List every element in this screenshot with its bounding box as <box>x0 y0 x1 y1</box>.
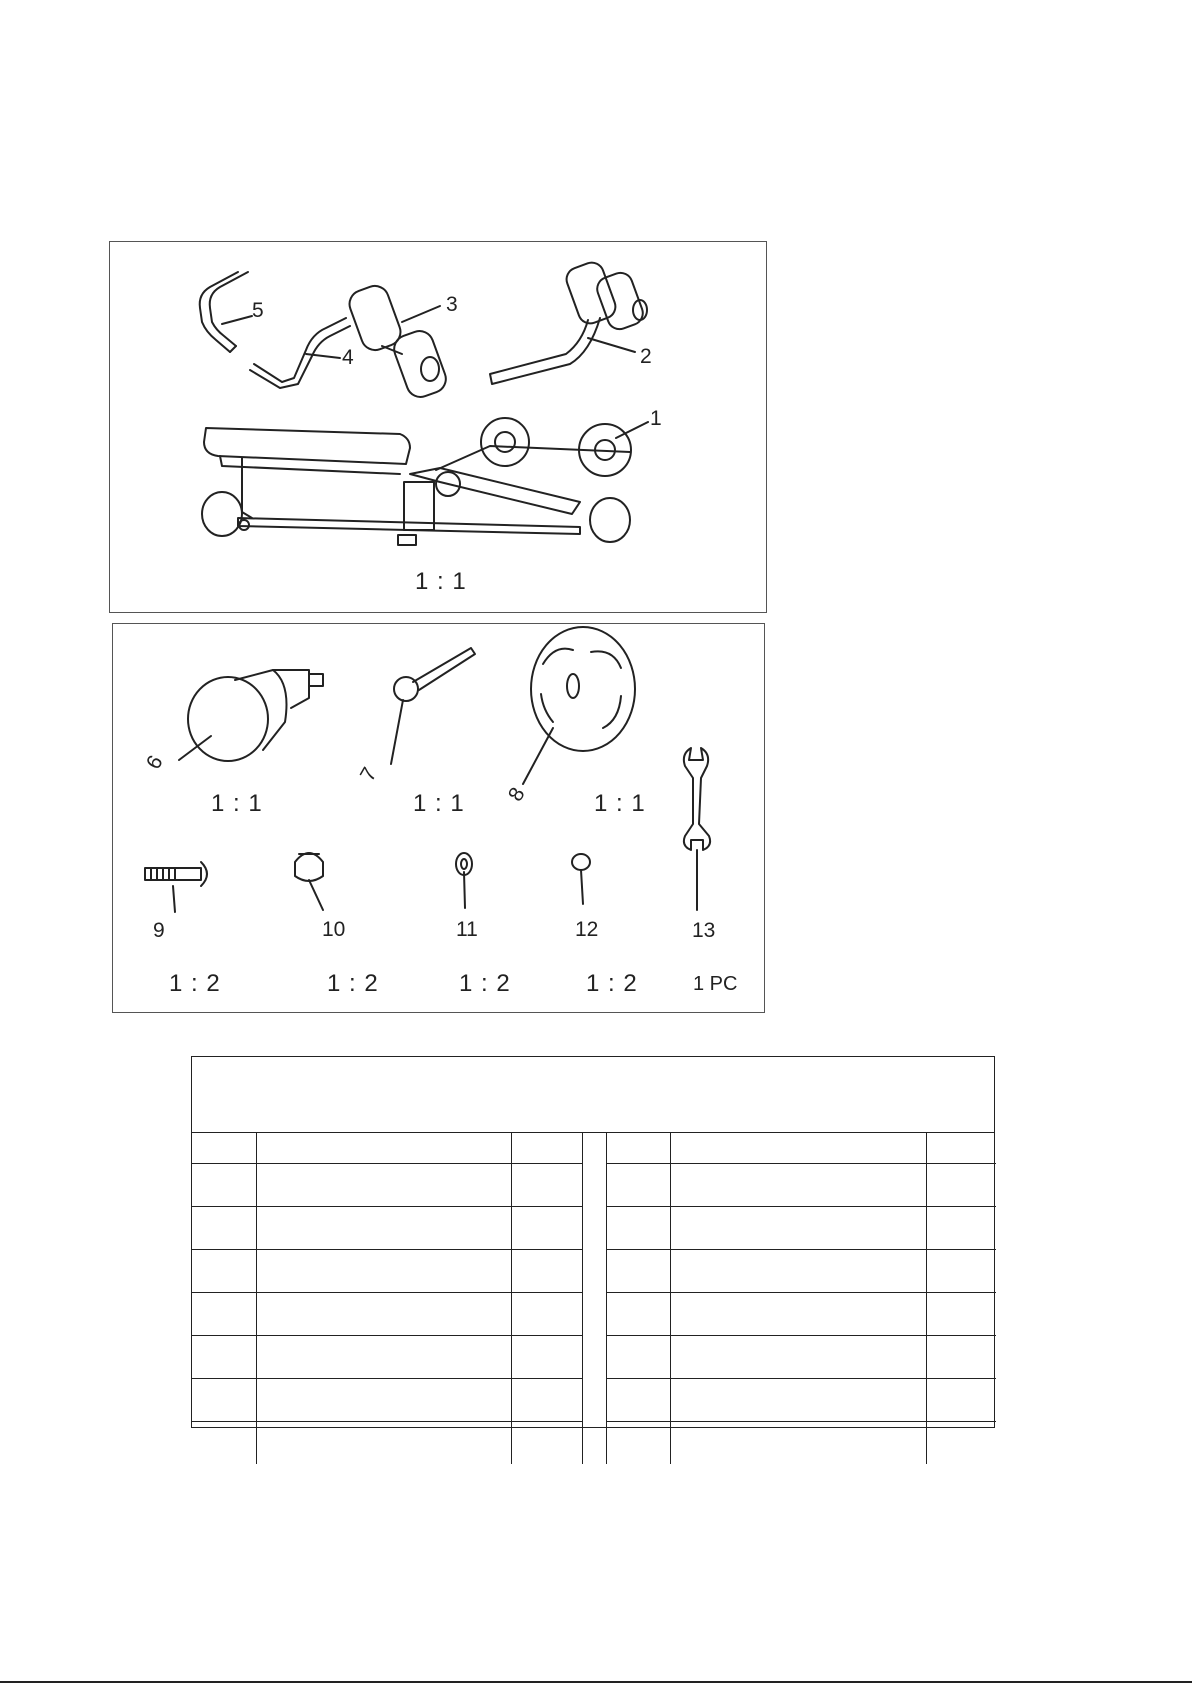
table-cell <box>192 1293 256 1336</box>
table-cell <box>192 1336 256 1379</box>
table-cell <box>926 1379 996 1422</box>
table-row <box>192 1336 996 1379</box>
part-13-wrench-drawing <box>684 748 710 850</box>
parts-list-grid <box>192 1133 996 1464</box>
table-cell <box>670 1164 926 1207</box>
callout-9: 9 <box>153 919 165 942</box>
table-cell <box>192 1133 256 1164</box>
fasteners-illustration <box>113 624 764 1012</box>
table-cell <box>511 1293 582 1336</box>
page-bottom-rule <box>0 1681 1192 1683</box>
ratio-part-7: 1 : 1 <box>413 790 465 817</box>
table-cell <box>511 1164 582 1207</box>
table-cell <box>256 1422 511 1465</box>
table-gap-cell <box>582 1379 606 1422</box>
table-cell <box>670 1422 926 1465</box>
table-cell <box>670 1250 926 1293</box>
table-row <box>192 1133 996 1164</box>
ratio-part-9: 1 : 2 <box>169 970 221 997</box>
callout-11: 11 <box>456 918 478 941</box>
ratio-part-11: 1 : 2 <box>459 970 511 997</box>
callout-12: 12 <box>575 918 599 941</box>
part-9-bolt-drawing <box>145 862 207 886</box>
table-cell <box>256 1336 511 1379</box>
table-cell <box>926 1422 996 1465</box>
parts-list-table <box>191 1056 995 1428</box>
part-3-roller-drawing <box>346 282 450 401</box>
hardware-panel-main-parts <box>109 241 767 613</box>
part-12-ring-drawing <box>572 854 590 870</box>
table-cell <box>192 1250 256 1293</box>
table-cell <box>606 1293 670 1336</box>
callout-4: 4 <box>342 346 354 369</box>
table-cell <box>511 1133 582 1164</box>
table-cell <box>606 1336 670 1379</box>
table-cell <box>926 1293 996 1336</box>
table-gap-cell <box>582 1293 606 1336</box>
callout-6: 6 <box>141 751 168 774</box>
table-cell <box>192 1207 256 1250</box>
table-cell <box>606 1164 670 1207</box>
table-cell <box>670 1336 926 1379</box>
main-parts-illustration <box>110 242 766 612</box>
quantity-part-13: 1 PC <box>693 973 738 995</box>
table-row <box>192 1379 996 1422</box>
callout-1: 1 <box>650 407 662 430</box>
callout-3: 3 <box>446 293 458 316</box>
part-7-pin-drawing <box>394 648 475 701</box>
part-6-knob-drawing <box>188 670 323 761</box>
ratio-part-6: 1 : 1 <box>211 790 263 817</box>
table-gap-cell <box>582 1336 606 1379</box>
table-cell <box>606 1250 670 1293</box>
table-cell <box>670 1379 926 1422</box>
table-gap-cell <box>582 1164 606 1207</box>
table-cell <box>256 1293 511 1336</box>
ratio-part-8: 1 : 1 <box>594 790 646 817</box>
table-gap-cell <box>582 1133 606 1164</box>
ratio-main-parts: 1 : 1 <box>415 568 467 595</box>
callout-2: 2 <box>640 345 652 368</box>
table-cell <box>256 1164 511 1207</box>
ratio-part-10: 1 : 2 <box>327 970 379 997</box>
table-gap-cell <box>582 1207 606 1250</box>
table-cell <box>256 1133 511 1164</box>
table-cell <box>926 1164 996 1207</box>
table-cell <box>670 1133 926 1164</box>
table-cell <box>192 1422 256 1465</box>
table-row <box>192 1164 996 1207</box>
ratio-part-12: 1 : 2 <box>586 970 638 997</box>
part-4-bar-drawing <box>254 318 346 382</box>
table-cell <box>256 1379 511 1422</box>
table-cell <box>606 1133 670 1164</box>
callout-13: 13 <box>692 919 716 942</box>
part-1-bench-frame-drawing <box>202 418 631 545</box>
table-gap-cell <box>582 1250 606 1293</box>
table-cell <box>511 1379 582 1422</box>
table-cell <box>606 1207 670 1250</box>
table-row <box>192 1250 996 1293</box>
table-cell <box>926 1250 996 1293</box>
table-cell <box>606 1422 670 1465</box>
hardware-panel-fasteners <box>112 623 765 1013</box>
table-cell <box>511 1336 582 1379</box>
table-cell <box>192 1164 256 1207</box>
callout-10: 10 <box>322 918 346 941</box>
callout-5: 5 <box>252 299 264 322</box>
table-row <box>192 1422 996 1465</box>
table-cell <box>926 1207 996 1250</box>
table-cell <box>511 1422 582 1465</box>
callout-8: 8 <box>503 783 530 806</box>
table-cell <box>670 1293 926 1336</box>
table-cell <box>511 1207 582 1250</box>
part-8-knob-drawing <box>531 627 635 751</box>
table-gap-cell <box>582 1422 606 1465</box>
table-cell <box>256 1207 511 1250</box>
table-cell <box>670 1207 926 1250</box>
table-row <box>192 1207 996 1250</box>
table-cell <box>511 1250 582 1293</box>
table-cell <box>926 1336 996 1379</box>
table-row <box>192 1293 996 1336</box>
callout-7: 7 <box>355 763 382 786</box>
part-2-leg-holder-drawing <box>490 259 647 384</box>
table-cell <box>926 1133 996 1164</box>
table-cell <box>606 1379 670 1422</box>
part-10-capnut-drawing <box>295 853 323 881</box>
table-title-row <box>192 1057 994 1133</box>
table-cell <box>256 1250 511 1293</box>
part-5-handle-drawing <box>200 272 238 352</box>
table-cell <box>192 1379 256 1422</box>
